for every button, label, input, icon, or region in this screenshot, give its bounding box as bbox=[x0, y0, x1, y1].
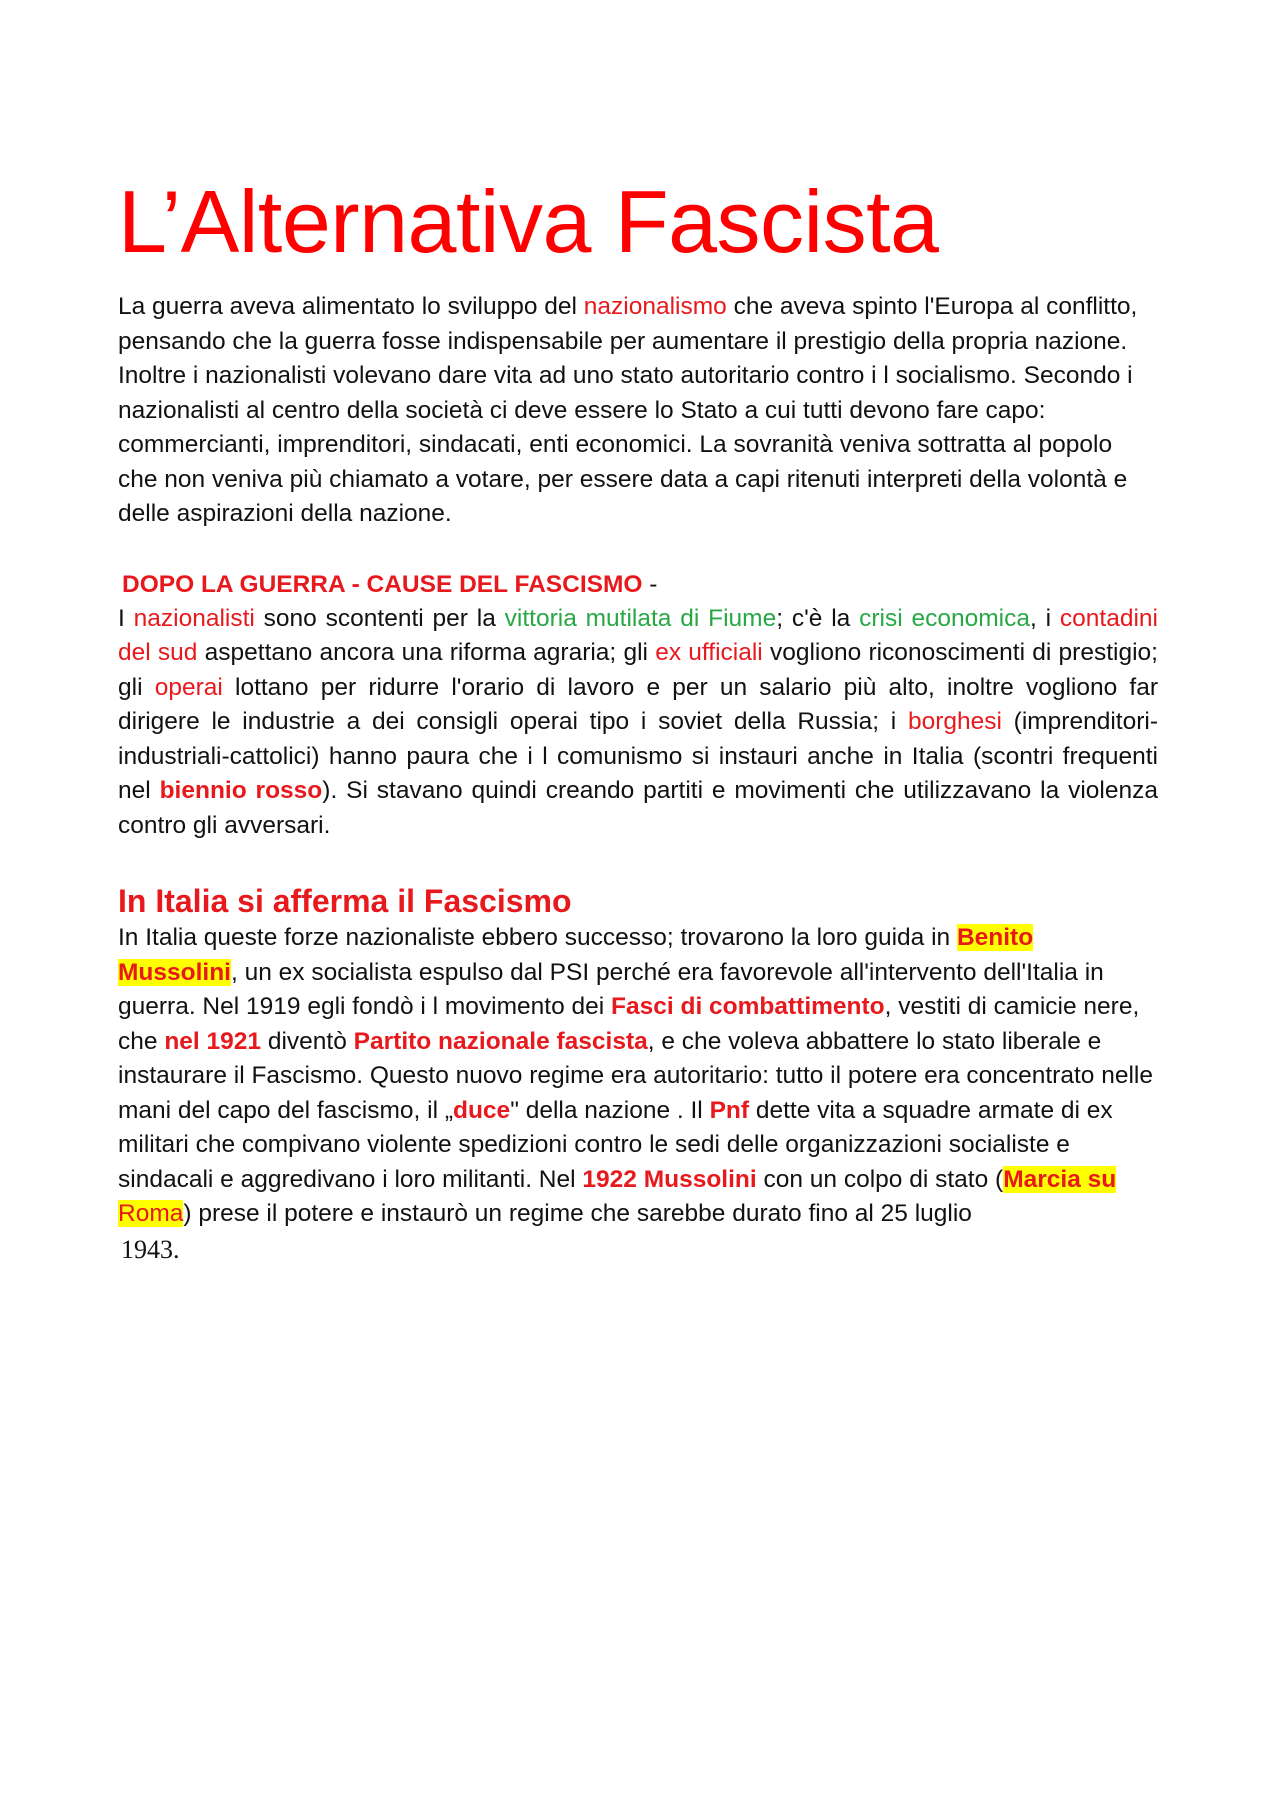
cause-text-5: aspettano ancora una riforma agraria; gli bbox=[197, 639, 656, 666]
cause-text-8: (imprenditori-industriali-cattolici) hanno paura che i l comunismo si instauri anche in Italia (scontri frequenti nel bbox=[118, 708, 1158, 804]
cause-text-3: ; c'è la bbox=[776, 604, 860, 632]
section-heading-dash: - bbox=[642, 570, 658, 598]
keyword-fasci-di-combattimento: Fasci di combattimento bbox=[611, 993, 885, 1020]
intro-text-1: La guerra aveva alimentato lo sviluppo del bbox=[118, 293, 584, 320]
fascismo-text-5: , e che voleva abbattere lo stato liberale e instaurare il Fascismo. Questo nuovo regime era autoritario: tutto il potere era concentrato nelle mani del capo del fascismo, il bbox=[118, 1027, 1153, 1124]
fascismo-text-year: 1943. bbox=[121, 1234, 180, 1264]
fascismo-text-4: diventò bbox=[261, 1027, 354, 1055]
keyword-crisi-economica: crisi economica bbox=[859, 604, 1030, 632]
keyword-duce: duce bbox=[453, 1096, 511, 1124]
keyword-nel-1921: nel 1921 bbox=[164, 1027, 262, 1055]
section-heading-fascismo: In Italia si afferma il Fascismo bbox=[118, 883, 572, 919]
fascismo-text-1: In Italia queste forze nazionaliste ebbero successo; trovarono la loro guida in bbox=[118, 924, 957, 951]
cause-text-7: lottano per ridurre l'orario di lavoro e per un salario più alto, inoltre vogliono far dirigere le industrie a dei consigli operai tipo i soviet della Russia; i bbox=[118, 673, 1158, 735]
keyword-nazionalisti: nazionalisti bbox=[133, 604, 255, 632]
keyword-1922-mussolini: 1922 Mussolini bbox=[582, 1165, 757, 1193]
quote-open: „ bbox=[444, 1096, 453, 1124]
cause-text-6: vogliono riconoscimenti di prestigio; gli bbox=[118, 639, 1158, 701]
cause-text-4: , i bbox=[1029, 604, 1060, 632]
page-title: L’Alternativa Fascista bbox=[118, 172, 939, 271]
cause-text-1: I bbox=[118, 604, 134, 632]
section-heading-cause bbox=[122, 568, 1158, 602]
document-page bbox=[118, 172, 1158, 1268]
fascismo-text-9: ) prese il potere e instaurò un regime che sarebbe durato fino al 25 luglio bbox=[183, 1200, 972, 1227]
fascismo-paragraph bbox=[118, 921, 1158, 1268]
fascismo-text-6: " della nazione . Il bbox=[510, 1096, 710, 1124]
keyword-vittoria-mutilata: vittoria mutilata di Fiume bbox=[504, 604, 777, 632]
cause-text-2: sono scontenti per la bbox=[254, 604, 505, 632]
fascismo-text-7: dette vita a squadre armate di ex militari che compivano violente spedizioni contro le sedi delle organizzazioni socialiste e sindacali e aggredivano i loro militanti. Nel bbox=[118, 1096, 1113, 1193]
cause-paragraph bbox=[118, 602, 1158, 844]
keyword-biennio-rosso: biennio rosso bbox=[159, 777, 323, 804]
keyword-partito-nazionale-fascista: Partito nazionale fascista bbox=[353, 1027, 648, 1055]
fascismo-text-8: con un colpo di stato ( bbox=[756, 1165, 1004, 1193]
keyword-benito-mussolini: Benito Mussolini bbox=[118, 924, 1034, 986]
intro-paragraph bbox=[118, 290, 1158, 532]
fascismo-text-3: , vestiti di camicie nere, che bbox=[118, 993, 1140, 1055]
cause-text-9: ). Si stavano quindi creando partiti e movimenti che utilizzavano la violenza contro gli avversari. bbox=[118, 777, 1158, 839]
section-heading-cause-text: DOPO LA GUERRA - CAUSE DEL FASCISMO bbox=[122, 570, 643, 598]
intro-text-2: che aveva spinto l'Europa al conflitto, pensando che la guerra fosse indispensabile per aumentare il prestigio della propria nazione. Inoltre i nazionalisti volevano dare vita ad uno stato autoritario contro i l socialismo. Secondo i nazionalisti al centro della società ci deve essere lo Stato a cui tutti devono fare capo: commercianti, imprenditori, sindacati, enti economici. La sovranità veniva sottratta al popolo che non veniva più chiamato a votare, per essere data a capi ritenuti interpreti della volontà e delle aspirazioni della nazione. bbox=[118, 293, 1138, 527]
keyword-contadini-del-sud: contadini del sud bbox=[118, 604, 1158, 666]
keyword-borghesi: borghesi bbox=[907, 708, 1002, 735]
keyword-marcia-su: Marcia su bbox=[1003, 1165, 1117, 1193]
keyword-roma: Roma bbox=[118, 1200, 184, 1227]
keyword-nazionalismo: nazionalismo bbox=[583, 293, 727, 320]
keyword-pnf: Pnf bbox=[709, 1096, 750, 1124]
keyword-operai: operai bbox=[154, 673, 223, 701]
fascismo-text-2: , un ex socialista espulso dal PSI perché era favorevole all'intervento dell'Italia in guerra. Nel 1919 egli fondò i l movimento dei bbox=[118, 958, 1104, 1020]
keyword-ex-ufficiali: ex ufficiali bbox=[655, 639, 763, 666]
